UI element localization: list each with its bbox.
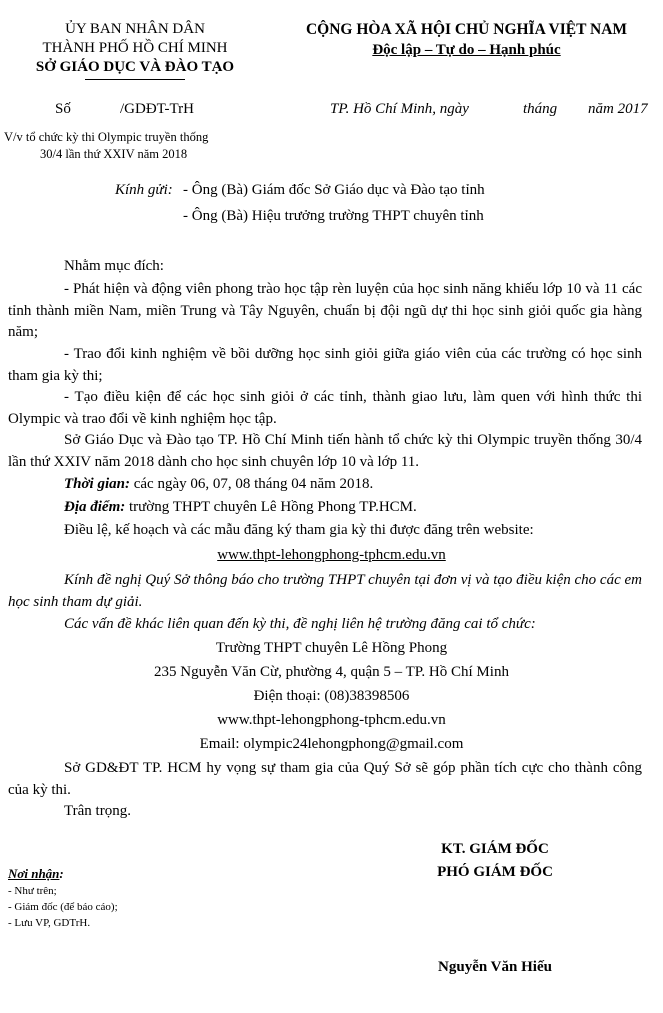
org-line-2: THÀNH PHỐ HỒ CHÍ MINH [42, 40, 228, 56]
contact-website: www.thpt-lehongphong-tphcm.edu.vn [217, 712, 446, 728]
distribution-item: - Như trên; [8, 885, 57, 897]
signer-name: Nguyễn Văn Hiếu [438, 959, 552, 975]
signature-title-1: KT. GIÁM ĐỐC [441, 841, 549, 857]
distribution-label-colon: : [59, 866, 64, 881]
hope-paragraph: Sở GD&ĐT TP. HCM hy vọng sự tham gia của Quý Sở sẽ góp phần tích cực cho thành công của kỳ thi. [8, 760, 642, 798]
place-date-year: năm 2017 [588, 101, 648, 117]
nation-motto: Độc lập – Tự do – Hạnh phúc [372, 42, 561, 58]
purpose-item-1: - Phát hiện và động viên phong trào học tập rèn luyện của học sinh năng khiếu lớp 10 và 11 các tỉnh thành miền Nam, miền Trung và Tây Nguyên, chuẩn bị đội ngũ dự thi học sinh giỏi quốc gia hàng năm; [8, 281, 642, 340]
place-date-month: tháng [523, 101, 558, 117]
nation-title: CỘNG HÒA XÃ HỘI CHỦ NGHĨA VIỆT NAM [305, 21, 628, 38]
purpose-intro: Nhằm mục đích: [64, 258, 164, 274]
distribution-item: - Giám đốc (để báo cáo); [8, 901, 118, 913]
contact-intro: Các vấn đề khác liên quan đến kỳ thi, đề nghị liên hệ trường đăng cai tổ chức: [64, 616, 536, 632]
distribution-label [8, 866, 64, 882]
announcement-paragraph: Sở Giáo Dục và Đào tạo TP. Hồ Chí Minh tiến hành tổ chức kỳ thi Olympic truyền thống 30/4 lần thứ XXIV năm 2018 dành cho học sinh chuyên lớp 10 và lớp 11. [8, 432, 642, 470]
time-label: Thời gian: [64, 476, 130, 492]
contact-phone: Điện thoại: (08)38398506 [253, 688, 410, 704]
contact-address: 235 Nguyễn Văn Cừ, phường 4, quận 5 – TP. Hồ Chí Minh [154, 664, 509, 680]
doc-number-code: /GDĐT-TrH [120, 101, 194, 117]
subject-line-1: V/v tổ chức kỳ thi Olympic truyền thống [4, 130, 209, 144]
exam-time [8, 474, 642, 496]
distribution-label-text: Nơi nhận [8, 866, 60, 881]
time-value: các ngày 06, 07, 08 tháng 04 năm 2018. [133, 476, 374, 492]
rules-note: Điều lệ, kế hoạch và các mẫu đăng ký tham gia kỳ thi được đăng trên website: [64, 522, 534, 538]
recipients-label: Kính gửi: [115, 182, 173, 198]
exam-place [8, 497, 642, 519]
org-underline [85, 79, 185, 80]
subject-line-2: 30/4 lần thứ XXIV năm 2018 [40, 147, 188, 161]
place-date: TP. Hồ Chí Minh, ngày [330, 101, 469, 117]
place-value: trường THPT chuyên Lê Hồng Phong TP.HCM. [129, 499, 417, 515]
org-line-3: SỞ GIÁO DỤC VÀ ĐÀO TẠO [35, 59, 235, 75]
place-label: Địa điểm: [64, 499, 126, 515]
doc-number-prefix: Số [55, 101, 71, 117]
distribution-item: - Lưu VP, GDTrH. [8, 917, 91, 929]
recipient-2: - Ông (Bà) Hiệu trưởng trường THPT chuyên tỉnh [183, 208, 484, 224]
contact-email: Email: olympic24lehongphong@gmail.com [199, 736, 464, 752]
org-line-1: ỦY BAN NHÂN DÂN [65, 21, 205, 37]
contact-school: Trường THPT chuyên Lê Hồng Phong [215, 640, 448, 656]
purpose-item-3: - Tạo điều kiện để các học sinh giỏi ở các tỉnh, thành giao lưu, làm quen với hình thức thi Olympic và trao đổi về kinh nghiệm học tập. [8, 389, 642, 427]
request-paragraph: Kính đề nghị Quý Sở thông báo cho trường THPT chuyên tại đơn vị và tạo điều kiện cho các em học sinh tham dự giải. [8, 572, 642, 610]
closing: Trân trọng. [64, 803, 131, 819]
signature-title-2: PHÓ GIÁM ĐỐC [437, 864, 553, 880]
recipient-1: - Ông (Bà) Giám đốc Sở Giáo dục và Đào tạo tỉnh [183, 182, 485, 198]
website-link[interactable]: www.thpt-lehongphong-tphcm.edu.vn [217, 547, 446, 563]
purpose-item-2: - Trao đổi kinh nghiệm về bồi dưỡng học sinh giỏi giữa giáo viên của các trường có học sinh tham gia kỳ thi; [8, 346, 642, 384]
